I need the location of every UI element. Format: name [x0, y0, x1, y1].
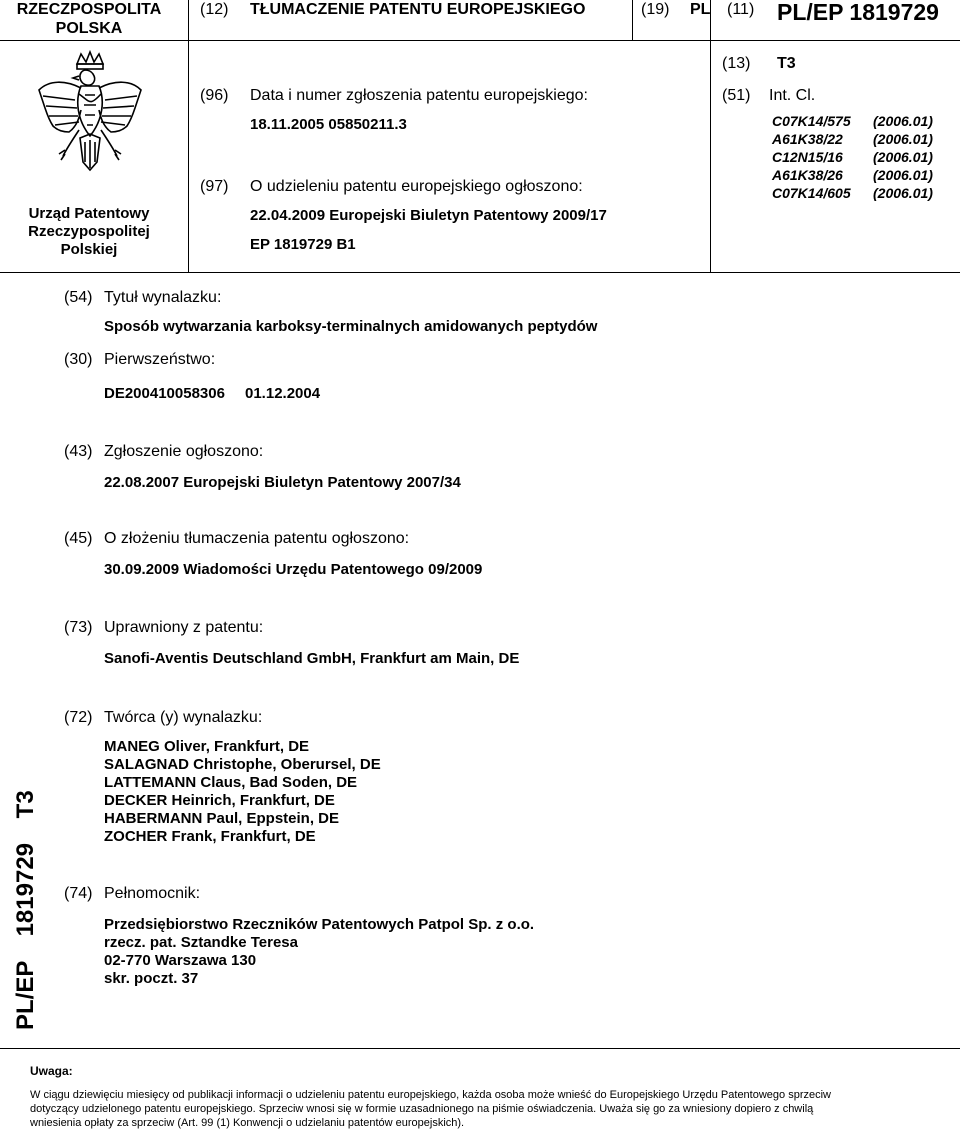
code-13: (13) — [722, 55, 751, 72]
application-value: 18.11.2005 05850211.3 — [250, 116, 407, 133]
code-19: (19) — [641, 1, 670, 18]
document-type: TŁUMACZENIE PATENTU EUROPEJSKIEGO — [250, 1, 586, 18]
grant-label: O udzieleniu patentu europejskiego ogłoszono: — [250, 178, 583, 195]
ipc-classes — [772, 112, 851, 202]
country-line-1: RZECZPOSPOLITA — [16, 1, 162, 18]
note-title: Uwaga: — [30, 1064, 73, 1078]
attorney-label: Pełnomocnik: — [104, 885, 201, 902]
inventor: HABERMANN Paul, Eppstein, DE — [104, 810, 340, 827]
code-54: (54) — [64, 289, 93, 306]
code-74: (74) — [64, 885, 93, 902]
code-43: (43) — [64, 443, 93, 460]
ipc-version: (2006.01) — [873, 131, 933, 147]
code-11: (11) — [727, 1, 755, 18]
translation-label: O złożeniu tłumaczenia patentu ogłoszono: — [104, 530, 410, 547]
kind-code: T3 — [777, 55, 796, 72]
code-51: (51) — [722, 87, 751, 104]
ipc-class: C07K14/605 — [772, 185, 851, 201]
country-code: PL — [690, 1, 711, 18]
code-12: (12) — [200, 1, 229, 18]
attorney-line: 02-770 Warszawa 130 — [104, 952, 257, 969]
code-97: (97) — [200, 178, 229, 195]
inventor: MANEG Oliver, Frankfurt, DE — [104, 738, 310, 755]
ipc-class: A61K38/22 — [772, 131, 843, 147]
code-96: (96) — [200, 87, 229, 104]
ipc-version: (2006.01) — [873, 149, 933, 165]
inventor: SALAGNAD Christophe, Oberursel, DE — [104, 756, 381, 773]
translation-value: 30.09.2009 Wiadomości Urzędu Patentowego 09/2009 — [104, 561, 483, 578]
header-separator-3 — [710, 0, 711, 40]
country-name — [0, 0, 178, 38]
code-30: (30) — [64, 351, 93, 368]
proprietor-label: Uprawniony z patentu: — [104, 619, 264, 636]
inventor: ZOCHER Frank, Frankfurt, DE — [104, 828, 316, 845]
grant-value: 22.04.2009 Europejski Biuletyn Patentowy 2009/17 — [250, 207, 607, 224]
ipc-version: (2006.01) — [873, 185, 933, 201]
code-72: (72) — [64, 709, 93, 726]
note-line: dotyczący udzielonego patentu europejskiego. Sprzeciw wnosi się w formie uzasadnionego na piśmie oświadczenia. Uważa się go za wniesiony dopiero z chwilą — [30, 1103, 814, 1115]
int-cl-label: Int. Cl. — [769, 87, 816, 104]
priority-date: 01.12.2004 — [245, 385, 321, 402]
ipc-versions — [873, 112, 933, 202]
invention-title: Sposób wytwarzania karboksy-terminalnych amidowanych peptydów — [104, 318, 598, 335]
note-divider — [0, 1048, 960, 1049]
main-divider — [0, 272, 960, 273]
note-text — [30, 1088, 945, 1130]
office-line-2: Rzeczypospolitej — [28, 223, 150, 240]
publication-label: Zgłoszenie ogłoszono: — [104, 443, 264, 460]
publication-value: 22.08.2007 Europejski Biuletyn Patentowy 2007/34 — [104, 474, 461, 491]
office-line-1: Urząd Patentowy — [28, 205, 150, 222]
title-label: Tytuł wynalazku: — [104, 289, 222, 306]
header-separator-1 — [188, 0, 189, 40]
ep-number: EP 1819729 B1 — [250, 236, 356, 253]
ipc-class: C12N15/16 — [772, 149, 843, 165]
inventor: LATTEMANN Claus, Bad Soden, DE — [104, 774, 358, 791]
code-73: (73) — [64, 619, 93, 636]
note-line: wniesienia opłaty za sprzeciw (Art. 99 (1) Konwencji o udzielaniu patentów europejskich). — [30, 1117, 465, 1129]
application-label: Data i numer zgłoszenia patentu europejskiego: — [250, 87, 588, 104]
white-eagle-emblem — [35, 50, 145, 200]
ipc-class: A61K38/26 — [772, 167, 843, 183]
inventors-label: Twórca (y) wynalazku: — [104, 709, 263, 726]
office-line-3: Polskiej — [60, 241, 118, 258]
column-separator-left — [188, 40, 189, 272]
patent-number: PL/EP 1819729 — [777, 0, 939, 25]
proprietor-value: Sanofi-Aventis Deutschland GmbH, Frankfurt am Main, DE — [104, 650, 520, 667]
country-line-2: POLSKA — [55, 20, 123, 37]
ipc-version: (2006.01) — [873, 113, 933, 129]
attorney-line: Przedsiębiorstwo Rzeczników Patentowych Patpol Sp. z o.o. — [104, 916, 535, 933]
office-name — [0, 205, 178, 259]
attorney-line: skr. poczt. 37 — [104, 970, 199, 987]
note-line: W ciągu dziewięciu miesięcy od publikacji informacji o udzieleniu patentu europejskiego, każda osoba może wnieść do Europejskiego Urzędu Patentowego sprzeciw — [30, 1089, 831, 1101]
inventor: DECKER Heinrich, Frankfurt, DE — [104, 792, 335, 809]
priority-label: Pierwszeństwo: — [104, 351, 216, 368]
attorney-block — [104, 916, 534, 988]
header-separator-2 — [632, 0, 633, 40]
ipc-version: (2006.01) — [873, 167, 933, 183]
header-divider — [0, 40, 960, 41]
code-45: (45) — [64, 530, 93, 547]
priority-number: DE200410058306 — [104, 385, 225, 402]
inventors-list — [104, 738, 381, 846]
ipc-class: C07K14/575 — [772, 113, 851, 129]
column-separator-right — [710, 40, 711, 272]
side-patent-label: PL/EP 1819729 T3 — [12, 790, 39, 1030]
attorney-line: rzecz. pat. Sztandke Teresa — [104, 934, 298, 951]
